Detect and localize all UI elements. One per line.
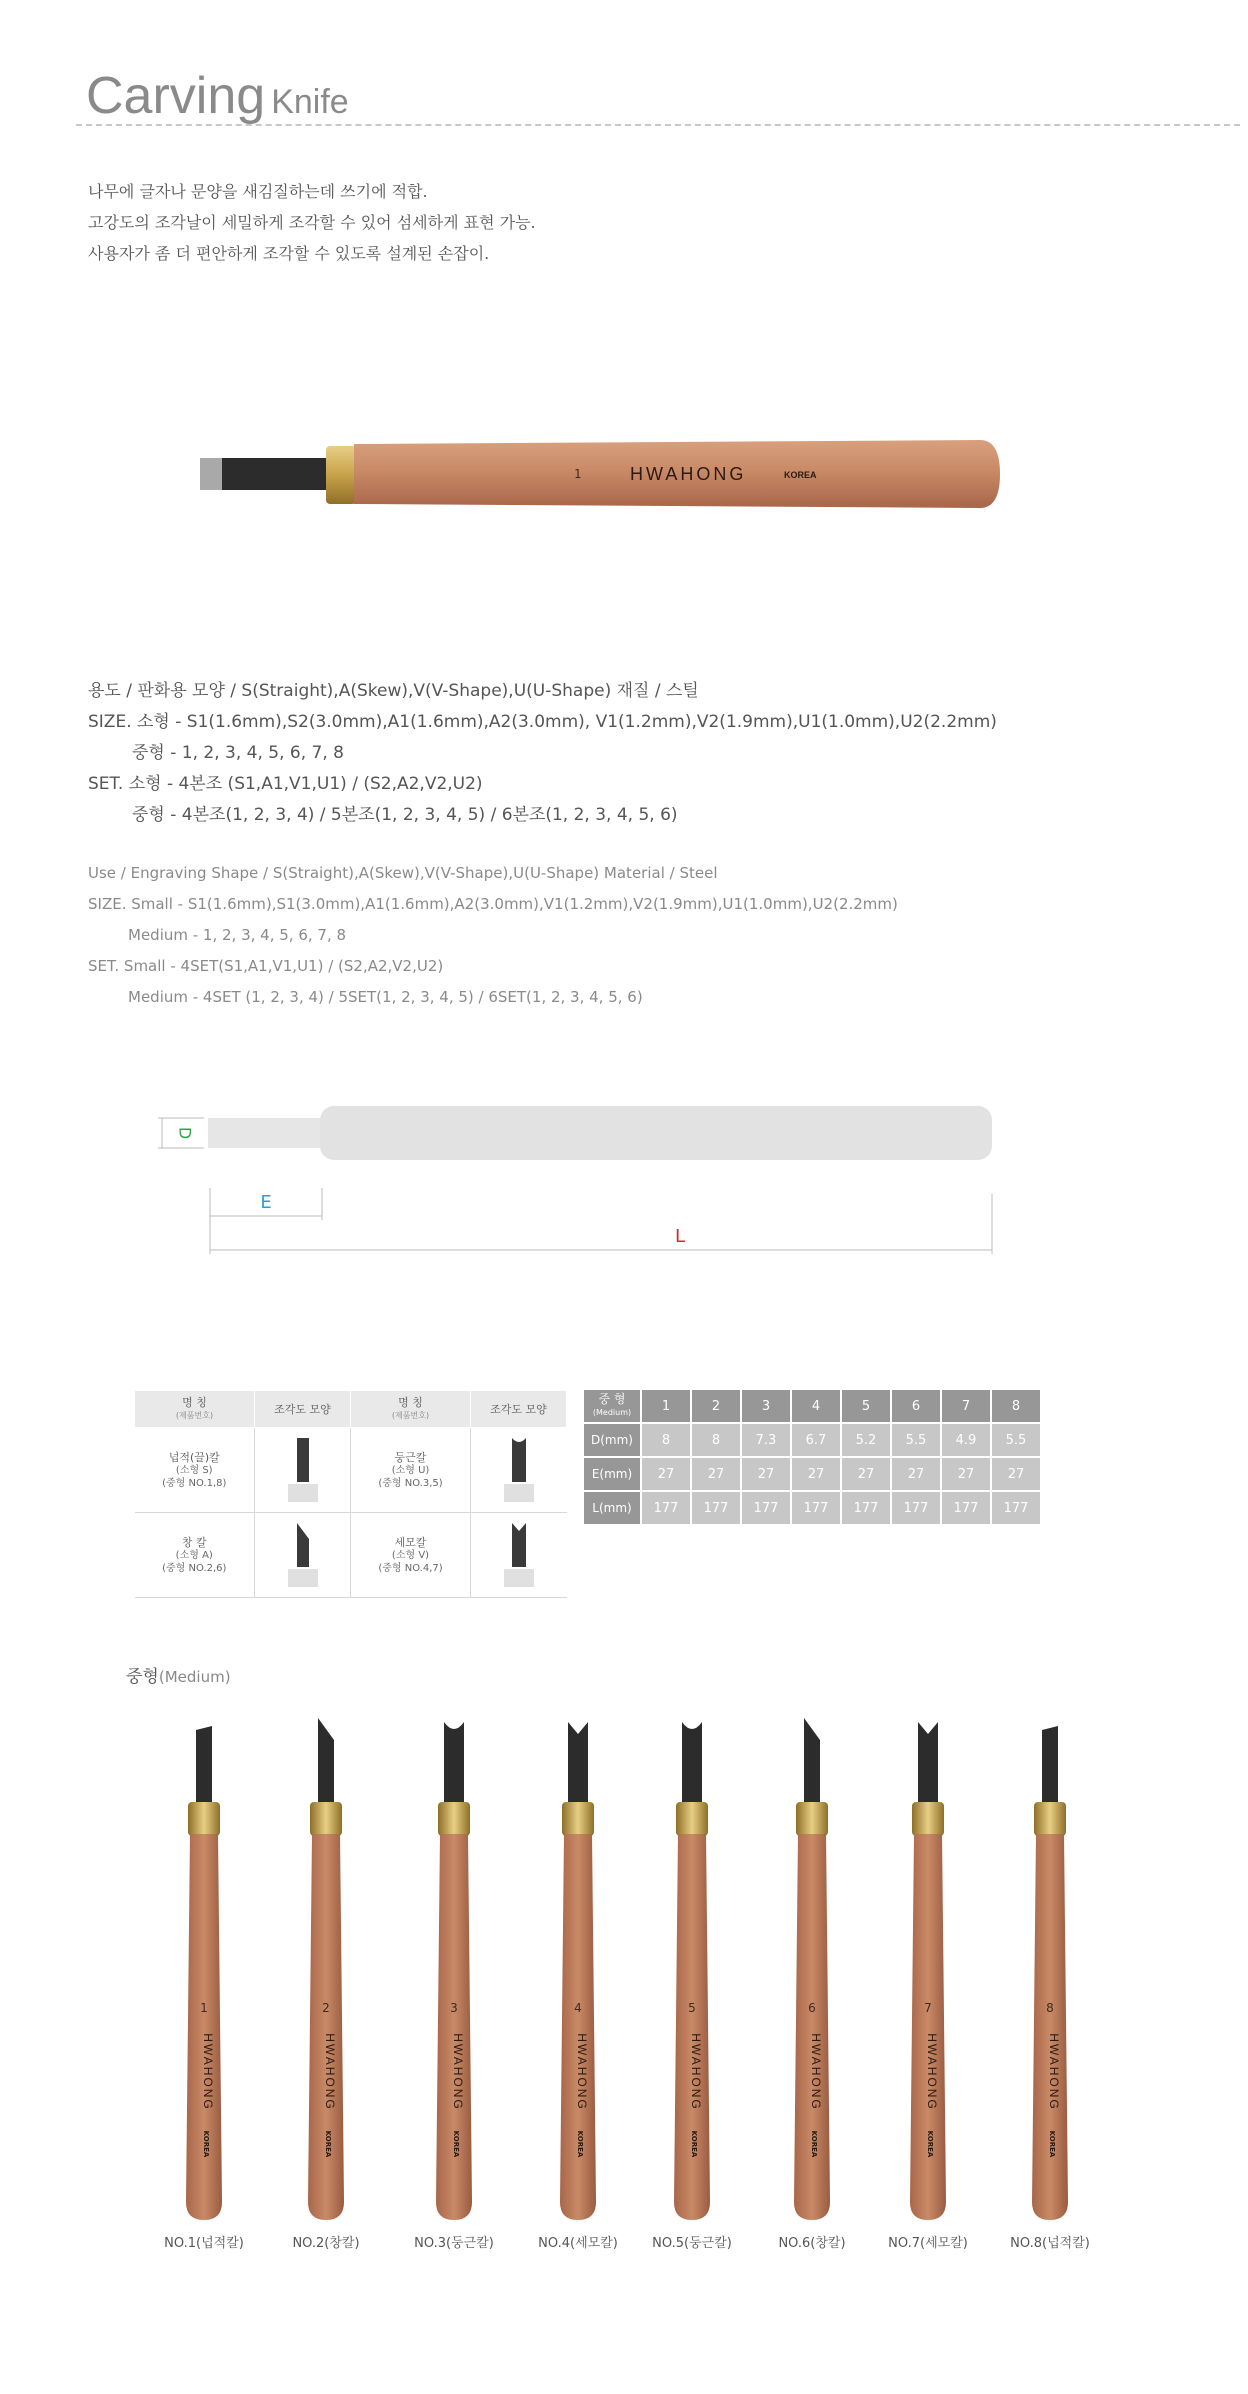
blade <box>318 1718 334 1804</box>
diagram-handle <box>320 1106 992 1160</box>
origin-label: KOREA <box>810 2130 818 2158</box>
ferrule <box>562 1802 594 1836</box>
knife-number-label: 7 <box>924 2001 932 2015</box>
table-cell: 5.5 <box>992 1424 1040 1456</box>
knife-number-label: 2 <box>322 2001 330 2015</box>
table-cell: 177 <box>892 1492 940 1524</box>
table-cell: 27 <box>742 1458 790 1490</box>
brand-logo: HWAHONG <box>809 2033 823 2111</box>
column-header: 1 <box>642 1390 690 1422</box>
diagram-blade <box>208 1118 324 1148</box>
medium-section-label: 중형(Medium) <box>126 1667 231 1687</box>
table-row <box>135 1428 567 1513</box>
title-main: Carving <box>86 67 266 125</box>
straight-tip-icon <box>288 1434 318 1504</box>
table-cell: 177 <box>792 1492 840 1524</box>
column-header: 8 <box>992 1390 1040 1422</box>
table-cell: 27 <box>692 1458 740 1490</box>
column-header: 4 <box>792 1390 840 1422</box>
page-title <box>86 66 349 126</box>
row-header: E(mm) <box>584 1458 640 1490</box>
medium-knife-6 <box>782 1712 842 2222</box>
table-cell: 177 <box>842 1492 890 1524</box>
title-divider <box>76 124 1240 126</box>
ferrule <box>1034 1802 1066 1836</box>
intro-line: 사용자가 좀 더 편안하게 조각할 수 있도록 설계된 손잡이. <box>88 244 490 263</box>
spec-english <box>88 858 898 1013</box>
blade <box>682 1722 702 1804</box>
table-cell: 27 <box>942 1458 990 1490</box>
brand-logo: HWAHONG <box>451 2033 465 2111</box>
tool-name-cell: 세모칼 (소형 V) (중형 NO.4,7) <box>351 1513 471 1598</box>
l-label: L <box>674 1226 686 1247</box>
size-table <box>582 1388 1042 1526</box>
knife-number: 1 <box>574 467 582 481</box>
handle <box>794 1834 830 2220</box>
knife-number-label: 4 <box>574 2001 582 2015</box>
knife-number-label: 8 <box>1046 2001 1054 2015</box>
handle <box>1032 1834 1068 2220</box>
spec-line: 용도 / 판화용 모양 / S(Straight),A(Skew),V(V-Shape),U(U-Shape) 재질 / 스틸 <box>88 681 699 701</box>
spec-line: 중형 - 1, 2, 3, 4, 5, 6, 7, 8 <box>132 743 344 763</box>
column-header: 2 <box>692 1390 740 1422</box>
origin-label: KOREA <box>452 2130 460 2158</box>
knife-number-label: 6 <box>808 2001 816 2015</box>
brand-logo: HWAHONG <box>575 2033 589 2111</box>
knife-caption: NO.4(세모칼) <box>538 2236 618 2251</box>
knife-caption: NO.6(창칼) <box>778 2236 846 2251</box>
knife-caption: NO.1(넙적칼) <box>164 2236 244 2251</box>
knife-product-image <box>200 436 1008 520</box>
table-cell: 27 <box>842 1458 890 1490</box>
medium-knife-3 <box>424 1712 484 2222</box>
spec-line: Medium - 1, 2, 3, 4, 5, 6, 7, 8 <box>128 926 347 944</box>
table-row <box>584 1458 1040 1490</box>
size-table-header <box>584 1390 1040 1422</box>
tool-shape-cell <box>255 1428 351 1513</box>
blade <box>196 1726 212 1804</box>
column-header: 3 <box>742 1390 790 1422</box>
column-header: 6 <box>892 1390 940 1422</box>
shape-table-header <box>135 1391 567 1428</box>
ferrule <box>912 1802 944 1836</box>
intro-line: 나무에 글자나 문양을 새김질하는데 쓰기에 적합. <box>88 182 428 201</box>
blade-tip <box>200 458 224 490</box>
d-label: D <box>175 1126 195 1140</box>
origin-label: KOREA <box>784 470 817 480</box>
table-cell: 27 <box>642 1458 690 1490</box>
spec-line: SET. 소형 - 4본조 (S1,A1,V1,U1) / (S2,A2,V2,U2) <box>88 774 483 794</box>
brand-logo: HWAHONG <box>201 2033 215 2111</box>
header-name: 명 칭 (제품번호) <box>135 1391 255 1428</box>
table-cell: 27 <box>992 1458 1040 1490</box>
knife-caption: NO.5(둥근칼) <box>652 2236 732 2251</box>
blade <box>568 1722 588 1804</box>
medium-knife-4 <box>548 1712 608 2222</box>
row-header: D(mm) <box>584 1424 640 1456</box>
table-cell: 5.5 <box>892 1424 940 1456</box>
column-header: 7 <box>942 1390 990 1422</box>
knife-number-label: 1 <box>200 2001 208 2015</box>
spec-line: SIZE. 소형 - S1(1.6mm),S2(3.0mm),A1(1.6mm),A2(3.0mm), V1(1.2mm),V2(1.9mm),U1(1.0mm),U2(2.2mm) <box>88 712 997 732</box>
medium-knife-5 <box>662 1712 722 2222</box>
table-cell: 8 <box>642 1424 690 1456</box>
spec-line: 중형 - 4본조(1, 2, 3, 4) / 5본조(1, 2, 3, 4, 5) / 6본조(1, 2, 3, 4, 5, 6) <box>132 805 678 825</box>
table-row <box>135 1513 567 1598</box>
table-cell: 7.3 <box>742 1424 790 1456</box>
table-cell: 177 <box>942 1492 990 1524</box>
ferrule <box>676 1802 708 1836</box>
spec-line: Medium - 4SET (1, 2, 3, 4) / 5SET(1, 2, 3, 4, 5) / 6SET(1, 2, 3, 4, 5, 6) <box>128 988 643 1006</box>
knife-caption: NO.3(둥근칼) <box>414 2236 494 2251</box>
column-header: 5 <box>842 1390 890 1422</box>
spec-line: Use / Engraving Shape / S(Straight),A(Skew),V(V-Shape),U(U-Shape) Material / Steel <box>88 864 718 882</box>
tool-shape-cell <box>471 1428 567 1513</box>
handle <box>186 1834 222 2220</box>
brand-logo: HWAHONG <box>630 464 747 484</box>
row-header: L(mm) <box>584 1492 640 1524</box>
knife-caption: NO.8(넙적칼) <box>1010 2236 1090 2251</box>
spec-line: SIZE. Small - S1(1.6mm),S1(3.0mm),A1(1.6mm),A2(3.0mm),V1(1.2mm),V2(1.9mm),U1(1.0mm),U2(2.2mm) <box>88 895 898 913</box>
origin-label: KOREA <box>576 2130 584 2158</box>
ferrule <box>438 1802 470 1836</box>
intro-line: 고강도의 조각날이 세밀하게 조각할 수 있어 섬세하게 표현 가능. <box>88 213 536 232</box>
header-shape: 조각도 모양 <box>471 1391 567 1428</box>
handle <box>560 1834 596 2220</box>
ferrule <box>310 1802 342 1836</box>
knife-number-label: 5 <box>688 2001 696 2015</box>
medium-knife-7 <box>898 1712 958 2222</box>
blade-steel <box>222 458 328 490</box>
corner-cell: 중 형 (Medium) <box>584 1390 640 1422</box>
knife-caption: NO.7(세모칼) <box>888 2236 968 2251</box>
medium-knife-1 <box>174 1712 234 2222</box>
spec-korean <box>88 676 997 831</box>
blade <box>804 1718 820 1804</box>
handle <box>308 1834 344 2220</box>
knife-caption: NO.2(창칼) <box>292 2236 360 2251</box>
medium-knife-2 <box>296 1712 356 2222</box>
dimension-diagram <box>150 1090 1020 1280</box>
table-cell: 27 <box>792 1458 840 1490</box>
table-cell: 177 <box>742 1492 790 1524</box>
table-cell: 4.9 <box>942 1424 990 1456</box>
origin-label: KOREA <box>926 2130 934 2158</box>
title-sub: Knife <box>271 83 349 121</box>
brand-logo: HWAHONG <box>689 2033 703 2111</box>
origin-label: KOREA <box>1048 2130 1056 2158</box>
origin-label: KOREA <box>690 2130 698 2158</box>
knife-number-label: 3 <box>450 2001 458 2015</box>
header-shape: 조각도 모양 <box>255 1391 351 1428</box>
handle <box>910 1834 946 2220</box>
table-cell: 177 <box>642 1492 690 1524</box>
tool-name-cell: 창 칼 (소형 A) (중형 NO.2,6) <box>135 1513 255 1598</box>
brand-logo: HWAHONG <box>925 2033 939 2111</box>
table-row <box>584 1492 1040 1524</box>
table-cell: 5.2 <box>842 1424 890 1456</box>
e-label: E <box>260 1192 272 1213</box>
tool-name-cell: 넙적(끌)칼 (소형 S) (중형 NO.1,8) <box>135 1428 255 1513</box>
tool-name-cell: 둥근칼 (소형 U) (중형 NO.3,5) <box>351 1428 471 1513</box>
brass-ferrule <box>326 446 356 504</box>
blade <box>1042 1726 1058 1804</box>
blade <box>444 1722 464 1804</box>
table-cell: 27 <box>892 1458 940 1490</box>
table-row <box>584 1424 1040 1456</box>
intro-text <box>88 176 536 269</box>
blade <box>918 1722 938 1804</box>
table-cell: 177 <box>692 1492 740 1524</box>
medium-knife-8 <box>1020 1712 1080 2222</box>
handle <box>436 1834 472 2220</box>
handle <box>674 1834 710 2220</box>
origin-label: KOREA <box>324 2130 332 2158</box>
shape-table <box>134 1390 567 1598</box>
table-cell: 6.7 <box>792 1424 840 1456</box>
table-cell: 8 <box>692 1424 740 1456</box>
v-shape-tip-icon <box>504 1519 534 1589</box>
table-cell: 177 <box>992 1492 1040 1524</box>
tool-shape-cell <box>255 1513 351 1598</box>
header-name: 명 칭 (제품번호) <box>351 1391 471 1428</box>
ferrule <box>796 1802 828 1836</box>
brand-logo: HWAHONG <box>323 2033 337 2111</box>
tool-shape-cell <box>471 1513 567 1598</box>
brand-logo: HWAHONG <box>1047 2033 1061 2111</box>
spec-line: SET. Small - 4SET(S1,A1,V1,U1) / (S2,A2,V2,U2) <box>88 957 444 975</box>
origin-label: KOREA <box>202 2130 210 2158</box>
skew-tip-icon <box>288 1519 318 1589</box>
u-shape-tip-icon <box>504 1434 534 1504</box>
ferrule <box>188 1802 220 1836</box>
